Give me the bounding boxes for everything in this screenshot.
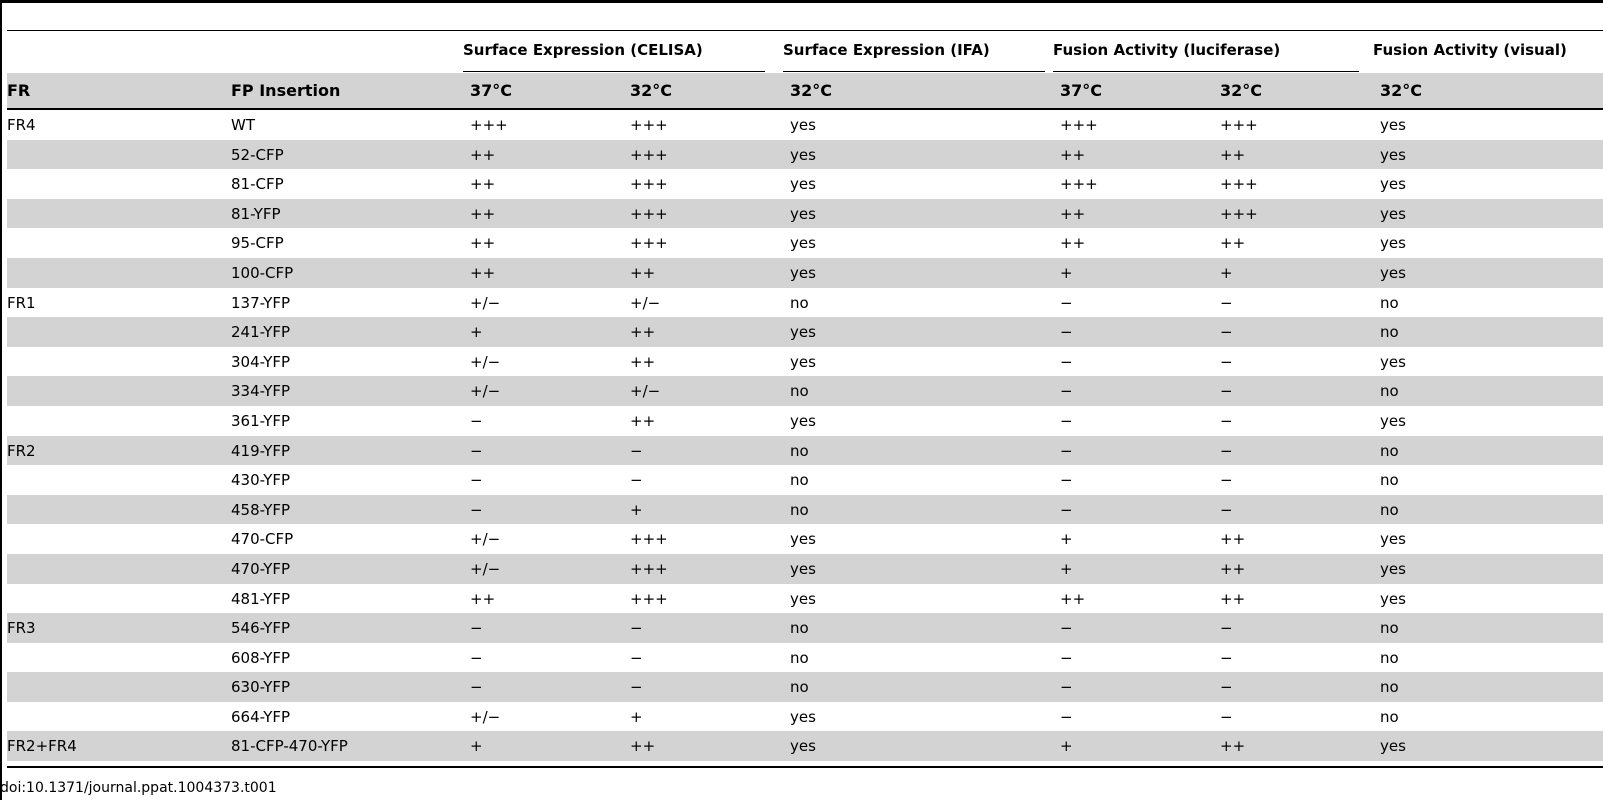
cell-luciferase-37: − bbox=[1060, 441, 1073, 460]
cell-luciferase-32: + bbox=[1220, 263, 1233, 282]
cell-celisa-32: ++ bbox=[630, 263, 656, 282]
cell-visual-32: no bbox=[1380, 382, 1399, 401]
cell-luciferase-32: ++ bbox=[1220, 589, 1246, 608]
bottom-rule bbox=[7, 766, 1603, 768]
cell-visual-32: yes bbox=[1380, 411, 1406, 430]
table-row bbox=[7, 110, 1603, 140]
cell-visual-32: yes bbox=[1380, 589, 1406, 608]
cell-luciferase-32: − bbox=[1220, 707, 1233, 726]
cell-visual-32: yes bbox=[1380, 145, 1406, 164]
header-visual-32: 32°C bbox=[1380, 81, 1423, 100]
cell-luciferase-37: + bbox=[1060, 559, 1073, 578]
cell-ifa-32: no bbox=[790, 471, 809, 490]
cell-luciferase-37: − bbox=[1060, 500, 1073, 519]
cell-luciferase-37: − bbox=[1060, 352, 1073, 371]
cell-ifa-32: no bbox=[790, 678, 809, 697]
cell-ifa-32: yes bbox=[790, 175, 816, 194]
cell-fp-insertion: 95-CFP bbox=[231, 234, 284, 253]
cell-celisa-37: +/− bbox=[470, 707, 501, 726]
group-label-ifa: Surface Expression (IFA) bbox=[783, 41, 990, 59]
cell-visual-32: no bbox=[1380, 648, 1399, 667]
column-subheader bbox=[7, 73, 1603, 108]
cell-celisa-32: +++ bbox=[630, 589, 668, 608]
cell-luciferase-37: +++ bbox=[1060, 175, 1098, 194]
cell-ifa-32: no bbox=[790, 500, 809, 519]
cell-celisa-32: +/− bbox=[630, 382, 661, 401]
table-row bbox=[7, 140, 1603, 170]
header-fr: FR bbox=[7, 81, 31, 100]
cell-fp-insertion: 630-YFP bbox=[231, 678, 291, 697]
table-row bbox=[7, 436, 1603, 466]
table-body bbox=[7, 110, 1603, 761]
cell-celisa-32: +++ bbox=[630, 204, 668, 223]
table-row bbox=[7, 702, 1603, 732]
cell-luciferase-32: − bbox=[1220, 382, 1233, 401]
cell-luciferase-37: − bbox=[1060, 293, 1073, 312]
cell-celisa-32: + bbox=[630, 500, 643, 519]
cell-luciferase-32: ++ bbox=[1220, 145, 1246, 164]
table-row bbox=[7, 169, 1603, 199]
cell-celisa-37: ++ bbox=[470, 263, 496, 282]
cell-luciferase-32: − bbox=[1220, 352, 1233, 371]
cell-luciferase-37: − bbox=[1060, 648, 1073, 667]
table-row bbox=[7, 731, 1603, 761]
doi-footnote: doi:10.1371/journal.ppat.1004373.t001 bbox=[0, 780, 277, 796]
table-row bbox=[7, 465, 1603, 495]
cell-luciferase-37: − bbox=[1060, 382, 1073, 401]
cell-ifa-32: yes bbox=[790, 323, 816, 342]
cell-fr: FR2+FR4 bbox=[7, 737, 77, 756]
cell-fp-insertion: 470-YFP bbox=[231, 559, 291, 578]
cell-luciferase-32: − bbox=[1220, 648, 1233, 667]
cell-luciferase-32: +++ bbox=[1220, 204, 1258, 223]
top-rule bbox=[0, 0, 1603, 3]
table-row bbox=[7, 376, 1603, 406]
table-row bbox=[7, 317, 1603, 347]
cell-visual-32: yes bbox=[1380, 175, 1406, 194]
table-row bbox=[7, 199, 1603, 229]
cell-ifa-32: yes bbox=[790, 352, 816, 371]
cell-celisa-37: +/− bbox=[470, 559, 501, 578]
header-luciferase-32: 32°C bbox=[1220, 81, 1263, 100]
cell-ifa-32: yes bbox=[790, 707, 816, 726]
cell-celisa-37: + bbox=[470, 737, 483, 756]
cell-fp-insertion: 334-YFP bbox=[231, 382, 291, 401]
cell-fr: FR3 bbox=[7, 619, 36, 638]
cell-luciferase-37: − bbox=[1060, 471, 1073, 490]
cell-celisa-32: − bbox=[630, 619, 643, 638]
cell-luciferase-37: +++ bbox=[1060, 116, 1098, 134]
cell-celisa-32: − bbox=[630, 678, 643, 697]
cell-luciferase-32: ++ bbox=[1220, 234, 1246, 253]
cell-luciferase-32: ++ bbox=[1220, 530, 1246, 549]
cell-luciferase-32: − bbox=[1220, 471, 1233, 490]
cell-fp-insertion: 458-YFP bbox=[231, 500, 291, 519]
cell-visual-32: yes bbox=[1380, 737, 1406, 756]
table-row bbox=[7, 495, 1603, 525]
cell-celisa-32: − bbox=[630, 648, 643, 667]
cell-visual-32: yes bbox=[1380, 263, 1406, 282]
cell-celisa-37: − bbox=[470, 471, 483, 490]
cell-celisa-32: ++ bbox=[630, 737, 656, 756]
cell-celisa-32: +++ bbox=[630, 175, 668, 194]
table-row bbox=[7, 406, 1603, 436]
cell-visual-32: no bbox=[1380, 323, 1399, 342]
cell-celisa-37: ++ bbox=[470, 145, 496, 164]
column-group-header bbox=[7, 37, 1603, 73]
cell-luciferase-32: − bbox=[1220, 411, 1233, 430]
cell-luciferase-32: − bbox=[1220, 323, 1233, 342]
table-row bbox=[7, 524, 1603, 554]
header-rule bbox=[7, 30, 1603, 31]
cell-ifa-32: yes bbox=[790, 589, 816, 608]
cell-ifa-32: yes bbox=[790, 116, 816, 134]
cell-fp-insertion: 52-CFP bbox=[231, 145, 284, 164]
cell-celisa-37: + bbox=[470, 323, 483, 342]
cell-celisa-37: − bbox=[470, 441, 483, 460]
cell-celisa-32: − bbox=[630, 471, 643, 490]
cell-celisa-32: +++ bbox=[630, 145, 668, 164]
cell-luciferase-37: ++ bbox=[1060, 204, 1086, 223]
cell-ifa-32: yes bbox=[790, 263, 816, 282]
table-row bbox=[7, 347, 1603, 377]
cell-celisa-37: − bbox=[470, 619, 483, 638]
cell-luciferase-32: − bbox=[1220, 678, 1233, 697]
cell-ifa-32: yes bbox=[790, 145, 816, 164]
cell-fp-insertion: 81-CFP bbox=[231, 175, 284, 194]
cell-fp-insertion: 241-YFP bbox=[231, 323, 291, 342]
cell-visual-32: no bbox=[1380, 619, 1399, 638]
cell-celisa-32: ++ bbox=[630, 411, 656, 430]
cell-ifa-32: yes bbox=[790, 737, 816, 756]
group-underline-ifa bbox=[783, 71, 1045, 72]
group-underline-celisa bbox=[463, 71, 765, 72]
group-label-celisa: Surface Expression (CELISA) bbox=[463, 41, 703, 59]
cell-celisa-37: ++ bbox=[470, 175, 496, 194]
cell-luciferase-37: ++ bbox=[1060, 145, 1086, 164]
cell-visual-32: no bbox=[1380, 441, 1399, 460]
table-row bbox=[7, 672, 1603, 702]
cell-visual-32: yes bbox=[1380, 234, 1406, 253]
cell-celisa-37: − bbox=[470, 411, 483, 430]
cell-luciferase-32: +++ bbox=[1220, 175, 1258, 194]
group-label-luciferase: Fusion Activity (luciferase) bbox=[1053, 41, 1281, 59]
cell-celisa-37: ++ bbox=[470, 234, 496, 253]
cell-visual-32: no bbox=[1380, 707, 1399, 726]
table-row bbox=[7, 613, 1603, 643]
cell-celisa-37: − bbox=[470, 678, 483, 697]
cell-ifa-32: yes bbox=[790, 530, 816, 549]
cell-fp-insertion: 361-YFP bbox=[231, 411, 291, 430]
cell-luciferase-32: − bbox=[1220, 619, 1233, 638]
cell-luciferase-37: + bbox=[1060, 263, 1073, 282]
cell-fp-insertion: 137-YFP bbox=[231, 293, 291, 312]
left-border bbox=[0, 0, 2, 800]
cell-visual-32: yes bbox=[1380, 559, 1406, 578]
cell-visual-32: no bbox=[1380, 678, 1399, 697]
cell-visual-32: yes bbox=[1380, 352, 1406, 371]
cell-fp-insertion: 419-YFP bbox=[231, 441, 291, 460]
cell-ifa-32: no bbox=[790, 293, 809, 312]
table-row bbox=[7, 643, 1603, 673]
cell-ifa-32: no bbox=[790, 648, 809, 667]
header-fp-insertion: FP Insertion bbox=[231, 81, 341, 100]
cell-fp-insertion: 546-YFP bbox=[231, 619, 291, 638]
header-celisa-37: 37°C bbox=[470, 81, 513, 100]
cell-fp-insertion: 304-YFP bbox=[231, 352, 291, 371]
cell-luciferase-32: ++ bbox=[1220, 559, 1246, 578]
header-ifa-32: 32°C bbox=[790, 81, 833, 100]
cell-visual-32: no bbox=[1380, 500, 1399, 519]
header-celisa-32: 32°C bbox=[630, 81, 673, 100]
cell-fr: FR1 bbox=[7, 293, 36, 312]
cell-fp-insertion: 470-CFP bbox=[231, 530, 294, 549]
table-row bbox=[7, 584, 1603, 614]
group-underline-luciferase bbox=[1053, 71, 1359, 72]
cell-celisa-37: − bbox=[470, 648, 483, 667]
cell-celisa-37: ++ bbox=[470, 589, 496, 608]
cell-luciferase-37: − bbox=[1060, 678, 1073, 697]
cell-celisa-37: +++ bbox=[470, 116, 508, 134]
cell-celisa-37: +/− bbox=[470, 293, 501, 312]
table-row bbox=[7, 258, 1603, 288]
cell-fp-insertion: 100-CFP bbox=[231, 263, 294, 282]
cell-luciferase-37: − bbox=[1060, 411, 1073, 430]
cell-fp-insertion: 664-YFP bbox=[231, 707, 291, 726]
cell-celisa-32: +++ bbox=[630, 116, 668, 134]
cell-celisa-37: − bbox=[470, 500, 483, 519]
cell-ifa-32: no bbox=[790, 441, 809, 460]
cell-ifa-32: yes bbox=[790, 204, 816, 223]
cell-fr: FR4 bbox=[7, 116, 36, 134]
cell-celisa-32: + bbox=[630, 707, 643, 726]
cell-celisa-37: +/− bbox=[470, 530, 501, 549]
cell-luciferase-37: + bbox=[1060, 737, 1073, 756]
cell-celisa-32: − bbox=[630, 441, 643, 460]
cell-ifa-32: yes bbox=[790, 411, 816, 430]
cell-luciferase-32: ++ bbox=[1220, 737, 1246, 756]
cell-fp-insertion: 608-YFP bbox=[231, 648, 291, 667]
table-row bbox=[7, 228, 1603, 258]
cell-ifa-32: no bbox=[790, 619, 809, 638]
cell-celisa-32: +++ bbox=[630, 530, 668, 549]
cell-visual-32: yes bbox=[1380, 204, 1406, 223]
header-luciferase-37: 37°C bbox=[1060, 81, 1103, 100]
cell-celisa-32: ++ bbox=[630, 352, 656, 371]
cell-fr: FR2 bbox=[7, 441, 36, 460]
cell-luciferase-37: ++ bbox=[1060, 589, 1086, 608]
cell-celisa-32: +/− bbox=[630, 293, 661, 312]
cell-visual-32: no bbox=[1380, 293, 1399, 312]
cell-luciferase-32: − bbox=[1220, 441, 1233, 460]
cell-luciferase-37: + bbox=[1060, 530, 1073, 549]
cell-luciferase-37: − bbox=[1060, 323, 1073, 342]
cell-celisa-37: +/− bbox=[470, 352, 501, 371]
cell-luciferase-37: − bbox=[1060, 619, 1073, 638]
cell-fp-insertion: 430-YFP bbox=[231, 471, 291, 490]
cell-luciferase-32: − bbox=[1220, 293, 1233, 312]
cell-visual-32: yes bbox=[1380, 530, 1406, 549]
cell-fp-insertion: WT bbox=[231, 116, 255, 134]
cell-ifa-32: yes bbox=[790, 559, 816, 578]
cell-ifa-32: yes bbox=[790, 234, 816, 253]
cell-luciferase-37: − bbox=[1060, 707, 1073, 726]
cell-luciferase-32: +++ bbox=[1220, 116, 1258, 134]
cell-visual-32: yes bbox=[1380, 116, 1406, 134]
cell-luciferase-32: − bbox=[1220, 500, 1233, 519]
cell-fp-insertion: 81-YFP bbox=[231, 204, 281, 223]
cell-fp-insertion: 81-CFP-470-YFP bbox=[231, 737, 348, 756]
group-label-visual: Fusion Activity (visual) bbox=[1373, 41, 1567, 59]
cell-visual-32: no bbox=[1380, 471, 1399, 490]
cell-ifa-32: no bbox=[790, 382, 809, 401]
cell-celisa-37: +/− bbox=[470, 382, 501, 401]
cell-celisa-32: ++ bbox=[630, 323, 656, 342]
cell-fp-insertion: 481-YFP bbox=[231, 589, 291, 608]
cell-luciferase-37: ++ bbox=[1060, 234, 1086, 253]
cell-celisa-32: +++ bbox=[630, 234, 668, 253]
cell-celisa-32: +++ bbox=[630, 559, 668, 578]
table-row bbox=[7, 554, 1603, 584]
cell-celisa-37: ++ bbox=[470, 204, 496, 223]
table-row bbox=[7, 288, 1603, 318]
